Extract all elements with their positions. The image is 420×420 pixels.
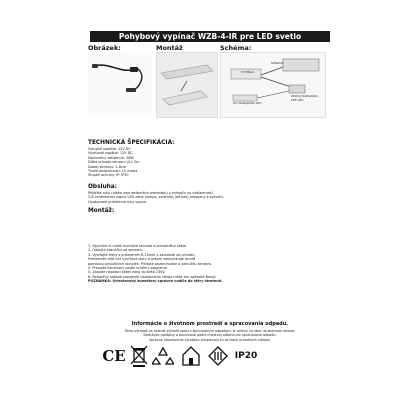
tech-list [88,147,139,178]
mounting-photo [156,52,218,118]
install-line: 3. Vyvŕtajte diery s priemerom 8-10mm v závislosti od prívodu. [88,252,196,257]
schema-sensor-label: SENZOR [271,61,284,65]
recycle-icon [152,346,174,366]
install-line: 5. Zapojte napájací kábel zdroj do siete 230V. [88,270,166,275]
scheme-section-label: Schéma: [220,44,252,52]
install-line: 2. Odpojte zakrúčku od senzora. [88,248,143,253]
install-list [88,244,223,284]
tech-line: Trvalé bezpečnosti: 10 mesia [88,169,138,174]
product-photo [88,52,152,116]
schema-source-label: ZDROJ NAPÁJANIA PRE LED [291,94,318,102]
install-line: 6. Bezpečný spôsob zapojenie napájacieho zdroja môže ten spôsobiť škody. [88,274,217,279]
waste-info-line: Tento výrobok sa nesmie vyhodiť spolu s komunálnym odpadom. Je určený na zber na zbernom mieste. [124,329,296,333]
mount-section-label: Montáž [156,44,183,52]
waste-info-line: Správne skladovanie výrobkov prispievajú ku ochrane prírodných zdrojov. [149,337,271,342]
wiring-schematic [220,52,326,118]
install-line: pomocou príslušných skrutiek. Prilepte pozoruhodne a zakrúčku senzora. [88,261,213,266]
tech-line: Výstupné napätie: 12V DC [88,151,133,156]
install-line: Pretiahnite drôt cez vyvŕtané diery a potom zaskrutkujte armáť [88,257,196,262]
waste-info-text [0,329,420,342]
tech-line: Dosah senzoru: 2-8cm [88,164,127,169]
cabinet-illustration [157,53,217,117]
class-iii-icon [208,346,228,366]
waste-info-heading: Informácie o životnom prostredí a spracovania odpadu. [131,321,289,327]
install-line: 1. Vypnutie el mostí montáže senzora a prívodného kábla. [88,244,187,248]
contents-line: Priblížte ruku (alebo nepriestorného predmetu) k snímaču vo vzdialenosti [88,191,213,195]
image-section-label: Obrázek: [88,44,121,52]
install-heading: Montáž: [88,208,115,214]
ip20-icon: IP20 [234,351,258,361]
install-note: POZNÁMKA: Orientovaný konektory správne vodiče do sféry stretnutí. [88,279,223,284]
indoor-house-icon [181,345,201,367]
waste-info-line: Dodržujte predpisy a povinnosti podľa miestnej zákona pre spracovanie odpadu. [143,333,277,338]
cable-sensor-illustration [88,52,152,116]
page-title: Pohybový vypínač WZB-4-IR pre LED svetlo [90,31,330,42]
contents-line: 2-8 centimetrov zapne LED zdroj (lampa, svietidlo, led pás) pripojený k spínaču. [88,195,224,200]
ce-mark-icon: CE [102,347,126,365]
contents-line: Opakované priblíženie ruky vypne. [88,199,147,204]
contents-heading: Obsluha: [88,184,117,190]
tech-line: Vstupné napätie: 12V DC [88,147,131,151]
contents-list [88,191,224,204]
tech-line: Maximálny zaťaženie: 36W [88,155,134,160]
tech-heading: TECHNICKÁ ŠPECIFIKÁCIA: [88,140,175,146]
schema-switch-label: VYPÍNAČ [241,70,254,74]
tech-line: Dĺžka prívodu senzoru (A): 2m [88,160,140,165]
weee-bin-icon [130,344,148,368]
install-line: 4. Prepojte konektory podľa schémy zapojenia. [88,266,168,271]
tech-line: Stupeň ochrany IP: IP20 [88,173,129,178]
schema-led-label: DO NAPÁJANIA LED [233,101,262,105]
